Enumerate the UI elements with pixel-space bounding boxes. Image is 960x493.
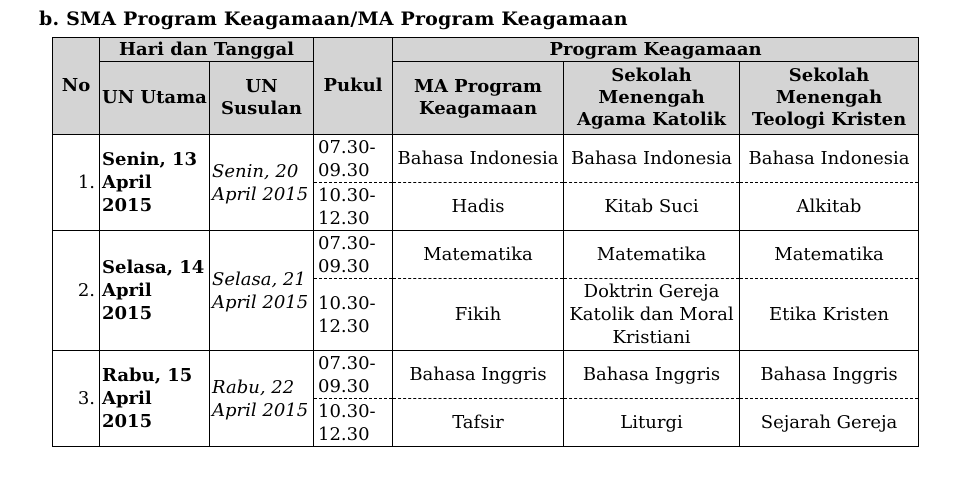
subject-ma: Tafsir	[393, 399, 564, 447]
table-row	[53, 135, 919, 183]
header-kristen: Sekolah Menengah Teologi Kristen	[740, 62, 919, 135]
header-no: No	[53, 38, 100, 135]
subject-katolik: Bahasa Indonesia	[564, 135, 740, 183]
subject-ma: Hadis	[393, 183, 564, 231]
subject-katolik: Bahasa Inggris	[564, 351, 740, 399]
un-susulan-date: Senin, 20 April 2015	[210, 135, 314, 231]
session-time: 07.30-09.30	[314, 231, 393, 279]
session-time: 10.30-12.30	[314, 399, 393, 447]
subject-kristen: Alkitab	[740, 183, 919, 231]
header-katolik: Sekolah Menengah Agama Katolik	[564, 62, 740, 135]
header-hari-tanggal: Hari dan Tanggal	[100, 38, 314, 62]
row-number: 2.	[53, 231, 100, 351]
subject-katolik: Doktrin Gereja Katolik dan Moral Kristiani	[564, 279, 740, 351]
row-number: 3.	[53, 351, 100, 447]
session-time: 10.30-12.30	[314, 183, 393, 231]
subject-ma: Bahasa Indonesia	[393, 135, 564, 183]
header-program-keagamaan: Program Keagamaan	[393, 38, 919, 62]
section-heading: b. SMA Program Keagamaan/MA Program Keagamaan	[39, 8, 628, 30]
subject-katolik: Kitab Suci	[564, 183, 740, 231]
header-pukul: Pukul	[314, 38, 393, 135]
session-time: 10.30-12.30	[314, 279, 393, 351]
subject-katolik: Liturgi	[564, 399, 740, 447]
subject-ma: Bahasa Inggris	[393, 351, 564, 399]
subject-kristen: Sejarah Gereja	[740, 399, 919, 447]
session-time: 07.30-09.30	[314, 135, 393, 183]
subject-kristen: Bahasa Indonesia	[740, 135, 919, 183]
row-number: 1.	[53, 135, 100, 231]
subject-ma: Fikih	[393, 279, 564, 351]
header-un-utama: UN Utama	[100, 62, 210, 135]
table-row	[53, 351, 919, 399]
un-utama-date: Selasa, 14 April 2015	[100, 231, 210, 351]
header-un-susulan: UN Susulan	[210, 62, 314, 135]
un-susulan-date: Selasa, 21 April 2015	[210, 231, 314, 351]
header-row-1	[53, 38, 919, 62]
un-susulan-date: Rabu, 22 April 2015	[210, 351, 314, 447]
table-row	[53, 231, 919, 279]
un-utama-date: Rabu, 15 April 2015	[100, 351, 210, 447]
un-utama-date: Senin, 13 April 2015	[100, 135, 210, 231]
subject-ma: Matematika	[393, 231, 564, 279]
subject-kristen: Etika Kristen	[740, 279, 919, 351]
subject-kristen: Matematika	[740, 231, 919, 279]
header-row-2	[53, 62, 919, 135]
session-time: 07.30-09.30	[314, 351, 393, 399]
exam-schedule-table	[52, 37, 919, 447]
subject-katolik: Matematika	[564, 231, 740, 279]
subject-kristen: Bahasa Inggris	[740, 351, 919, 399]
header-ma-program: MA Program Keagamaan	[393, 62, 564, 135]
